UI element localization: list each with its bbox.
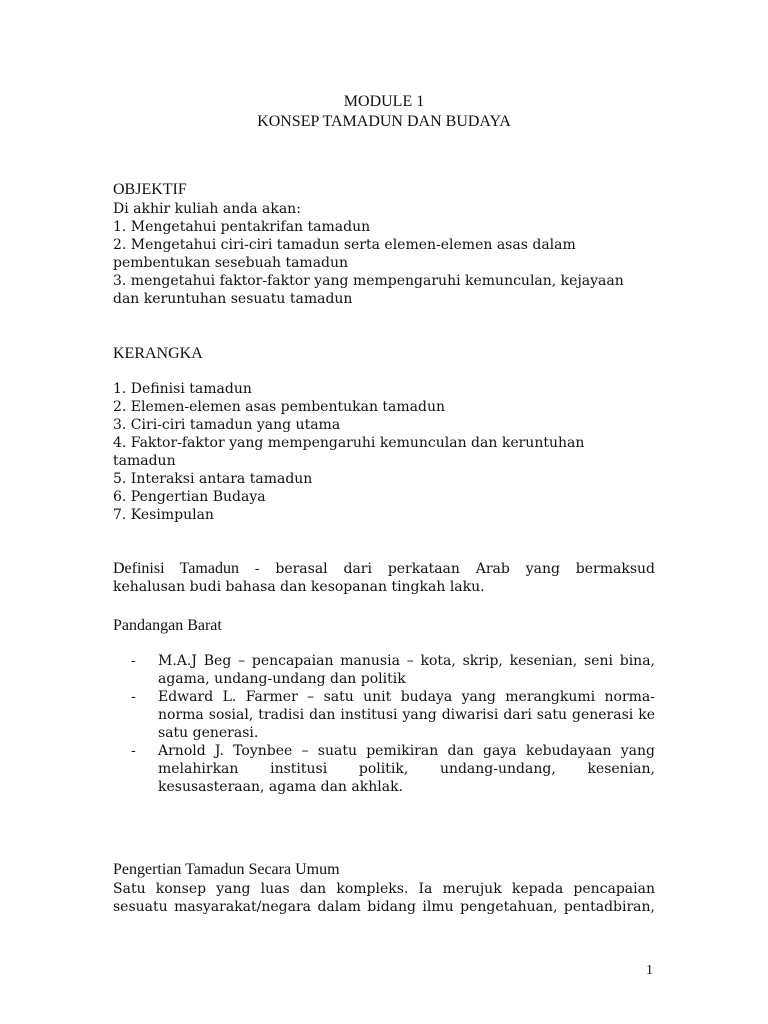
list-item bbox=[113, 652, 655, 688]
list-item bbox=[113, 742, 655, 796]
bullet-line: norma sosial, tradisi dan institusi yang diwarisi dari satu generasi ke bbox=[158, 707, 655, 723]
kerangka-item: 6. Pengertian Budaya bbox=[113, 489, 266, 505]
page-content bbox=[113, 92, 655, 916]
objektif-item-continued: pembentukan sesebuah tamadun bbox=[113, 255, 349, 271]
dash-marker: - bbox=[131, 689, 136, 705]
kerangka-item: 5. Interaksi antara tamadun bbox=[113, 471, 313, 487]
definisi-section bbox=[113, 560, 655, 596]
module-subtitle: KONSEP TAMADUN DAN BUDAYA bbox=[257, 113, 511, 130]
definisi-term: Definisi Tamadun bbox=[113, 560, 239, 577]
pengertian-section bbox=[113, 860, 655, 916]
kerangka-heading: KERANGKA bbox=[113, 345, 203, 362]
bullet-line: Arnold J. Toynbee – suatu pemikiran dan gaya kebudayaan yang bbox=[158, 743, 655, 759]
list-item bbox=[113, 688, 655, 742]
module-title: MODULE 1 bbox=[343, 93, 425, 110]
kerangka-item: 2. Elemen-elemen asas pembentukan tamadun bbox=[113, 399, 446, 415]
bullet-line: M.A.J Beg – pencapaian manusia – kota, skrip, kesenian, seni bina, bbox=[158, 653, 655, 669]
bullet-line: Edward L. Farmer – satu unit budaya yang merangkumi norma- bbox=[158, 689, 655, 705]
objektif-item: 1. Mengetahui pentakrifan tamadun bbox=[113, 219, 371, 235]
pandangan-heading: Pandangan Barat bbox=[113, 617, 222, 634]
pengertian-line: Satu konsep yang luas dan kompleks. Ia merujuk kepada pencapaian bbox=[113, 881, 655, 897]
kerangka-item-continued: tamadun bbox=[113, 453, 176, 469]
dash-marker: - bbox=[131, 653, 136, 669]
definisi-text: - berasal dari perkataan Arab yang bermaksud bbox=[238, 561, 655, 577]
definisi-line-2: kehalusan budi bahasa dan kesopanan tingkah laku. bbox=[113, 579, 485, 595]
bullet-line: agama, undang-undang dan politik bbox=[158, 671, 406, 687]
bullet-line: kesusasteraan, agama dan akhlak. bbox=[158, 779, 404, 795]
objektif-section bbox=[113, 180, 655, 308]
definisi-line bbox=[113, 560, 655, 578]
bullet-line: satu generasi. bbox=[158, 725, 259, 741]
pandangan-list bbox=[113, 652, 655, 796]
pandangan-section bbox=[113, 616, 655, 796]
objektif-item: 3. mengetahui faktor-faktor yang mempengaruhi kemunculan, kejayaan bbox=[113, 273, 624, 289]
kerangka-item: 7. Kesimpulan bbox=[113, 507, 214, 523]
pengertian-line: sesuatu masyarakat/negara dalam bidang ilmu pengetahuan, pentadbiran, bbox=[113, 899, 655, 915]
objektif-item: 2. Mengetahui ciri-ciri tamadun serta elemen-elemen asas dalam bbox=[113, 237, 576, 253]
bullet-line: melahirkan institusi politik, undang-undang, kesenian, bbox=[158, 761, 655, 777]
kerangka-item: 3. Ciri-ciri tamadun yang utama bbox=[113, 417, 341, 433]
dash-marker: - bbox=[131, 743, 136, 759]
pengertian-heading: Pengertian Tamadun Secara Umum bbox=[113, 861, 340, 878]
kerangka-item: 4. Faktor-faktor yang mempengaruhi kemunculan dan keruntuhan bbox=[113, 435, 585, 451]
kerangka-item: 1. Definisi tamadun bbox=[113, 381, 252, 397]
objektif-intro: Di akhir kuliah anda akan: bbox=[113, 201, 301, 217]
page-number: 1 bbox=[646, 963, 653, 978]
objektif-heading: OBJEKTIF bbox=[113, 181, 187, 198]
kerangka-section bbox=[113, 344, 655, 524]
objektif-item-continued: dan keruntuhan sesuatu tamadun bbox=[113, 291, 353, 307]
